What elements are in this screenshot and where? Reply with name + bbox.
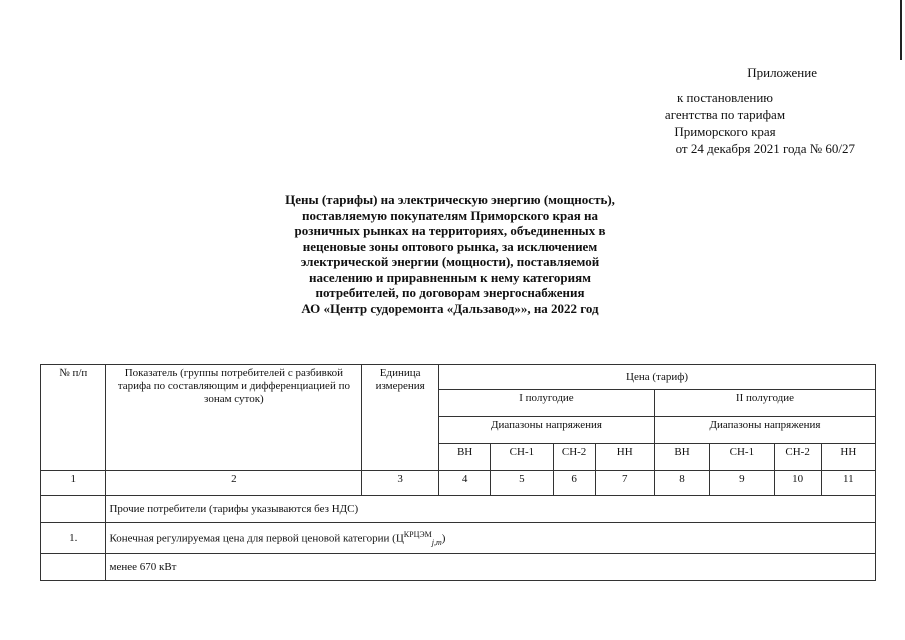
header-level-sn1: СН-1 (710, 444, 774, 471)
header-level-sn2: СН-2 (553, 444, 595, 471)
header-half-2: II полугодие (654, 390, 875, 417)
header-level-sn2: СН-2 (774, 444, 821, 471)
header-level-nn: НН (821, 444, 875, 471)
header-voltage-2: Диапазоны напряжения (654, 417, 875, 444)
column-number: 7 (595, 471, 654, 496)
header-level-sn1: СН-1 (491, 444, 553, 471)
column-number: 5 (491, 471, 553, 496)
column-number: 3 (362, 471, 439, 496)
column-number: 6 (553, 471, 595, 496)
table-row (41, 496, 876, 523)
formula-subscript: j,m (431, 537, 442, 547)
header-half-1: I полугодие (439, 390, 655, 417)
column-number: 10 (774, 471, 821, 496)
heading-line: Цены (тарифы) на электрическую энергию (мощность), (285, 192, 615, 207)
page-edge-line (900, 0, 902, 60)
heading-line: населению и приравненным к нему категориям (308, 269, 592, 285)
column-number: 2 (106, 471, 362, 496)
row-final-price (106, 523, 876, 554)
heading-line: неценовые зоны оптового рынка, за исключением (302, 238, 598, 254)
appendix-reference (595, 89, 855, 157)
header-indicator: Показатель (группы потребителей с разбивкой тарифа по составляющим и дифференциацией по зонам суток) (106, 365, 362, 471)
appendix-line: агентства по тарифам (664, 107, 786, 122)
table-row (41, 523, 876, 554)
heading-line: потребителей, по договорам энергоснабжения (315, 285, 585, 300)
appendix-title: Приложение (747, 65, 817, 80)
formula-superscript: КРЦЭМ (403, 529, 432, 539)
formula-close: ) (441, 532, 446, 545)
appendix-date: от 24 декабря 2021 года № 60/27 (675, 141, 855, 156)
row-under-670: менее 670 кВт (106, 554, 876, 581)
header-number: № п/п (41, 365, 106, 471)
row-number: 1. (41, 523, 106, 554)
column-number: 1 (41, 471, 106, 496)
heading-line: поставляемую покупателям Приморского края на (302, 207, 598, 223)
document-heading (230, 192, 670, 316)
header-level-vn: ВН (654, 444, 709, 471)
header-unit: Единица измерения (362, 365, 439, 471)
header-voltage-1: Диапазоны напряжения (439, 417, 655, 444)
table-row (41, 554, 876, 581)
header-price: Цена (тариф) (439, 365, 876, 390)
row-other-consumers: Прочие потребители (тарифы указываются без НДС) (106, 496, 876, 523)
column-number: 11 (821, 471, 875, 496)
header-level-nn: НН (595, 444, 654, 471)
tariff-table (40, 364, 876, 581)
row-final-price-text: Конечная регулируемая цена для первой ценовой категории (Ц (109, 532, 404, 545)
column-number: 4 (439, 471, 491, 496)
heading-line: электрической энергии (мощности), поставляемой (300, 254, 600, 269)
heading-line: АО «Центр судоремонта «Дальзавод»», на 2022 год (301, 300, 599, 316)
appendix-block (595, 64, 855, 157)
column-number: 9 (710, 471, 774, 496)
header-level-vn: ВН (439, 444, 491, 471)
heading-line: розничных рынках на территориях, объединенных в (294, 223, 606, 238)
column-number: 8 (654, 471, 709, 496)
appendix-line: к постановлению (676, 90, 774, 105)
appendix-line: Приморского края (674, 124, 776, 139)
